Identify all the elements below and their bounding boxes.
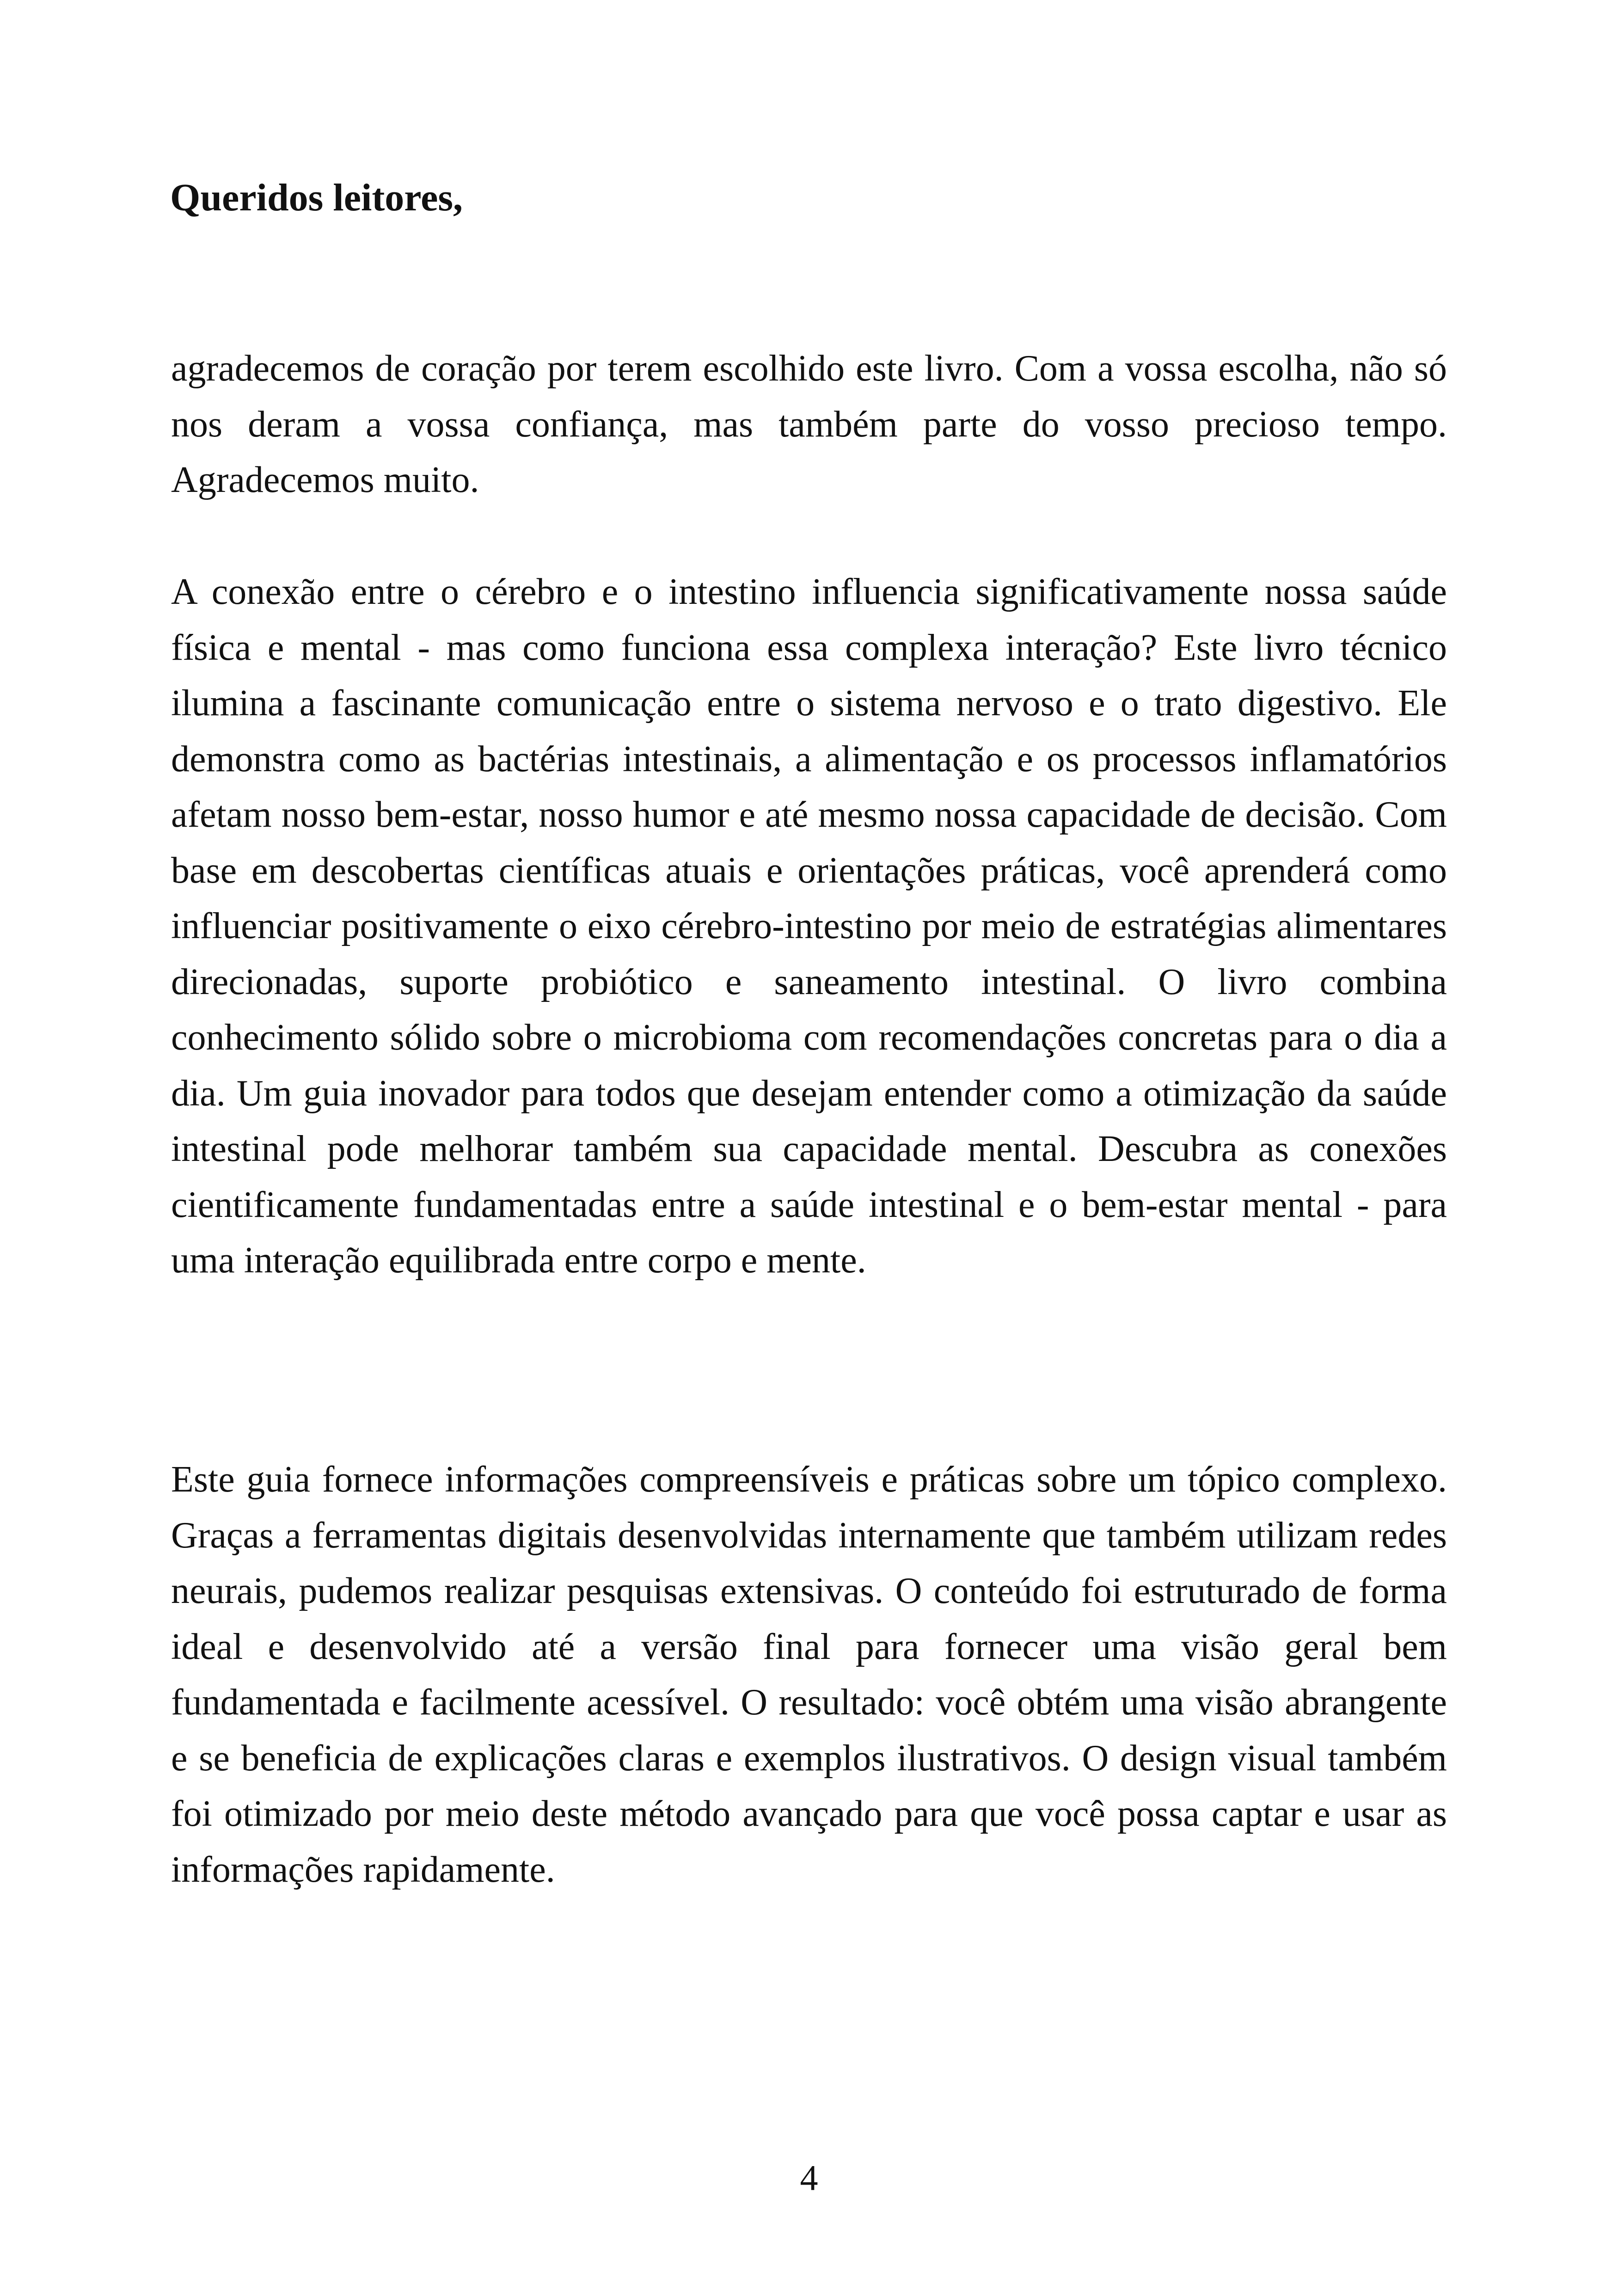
paragraph-guide-method: Este guia fornece informações compreensíveis e práticas sobre um tópico complexo. Graças a ferramentas digitais desenvolvidas internamente que também utilizam redes neurais, pudemos realizar pesquisas extensivas. O conteúdo foi estruturado de forma ideal e desenvolvido até a versão final para fornecer uma visão geral bem fundamentada e facilmente acessível. O resultado: você obtém uma visão abrangente e se beneficia de explicações claras e exemplos ilustrativos. O design visual também foi otimizado por meio deste método avançado para que você possa captar e usar as informações rapidamente. [171,1459,1447,1890]
salutation-heading: Queridos leitores, [170,176,463,219]
paragraph-book-description: A conexão entre o cérebro e o intestino influencia significativamente nossa saúde física e mental - mas como funciona essa complexa interação? Este livro técnico ilumina a fascinante comunicação entre o sistema nervoso e o trato digestivo. Ele demonstra como as bactérias intestinais, a alimentação e os processos inflamatórios afetam nosso bem-estar, nosso humor e até mesmo nossa capacidade de decisão. Com base em descobertas científicas atuais e orientações práticas, você aprenderá como influenciar positivamente o eixo cérebro-intestino por meio de estratégias alimentares direcionadas, suporte probiótico e saneamento intestinal. O livro combina conhecimento sólido sobre o microbioma com recomendações concretas para o dia a dia. Um guia inovador para todos que desejam entender como a otimização da saúde intestinal pode melhorar também sua capacidade mental. Descubra as conexões cientificamente fundamentadas entre a saúde intestinal e o bem-estar mental - para uma interação equilibrada entre corpo e mente. [171,571,1447,1281]
paragraph-thanks: agradecemos de coração por terem escolhido este livro. Com a vossa escolha, não só nos deram a vossa confiança, mas também parte do vosso precioso tempo. Agradecemos muito. [171,348,1447,500]
page-number: 4 [800,2158,818,2198]
